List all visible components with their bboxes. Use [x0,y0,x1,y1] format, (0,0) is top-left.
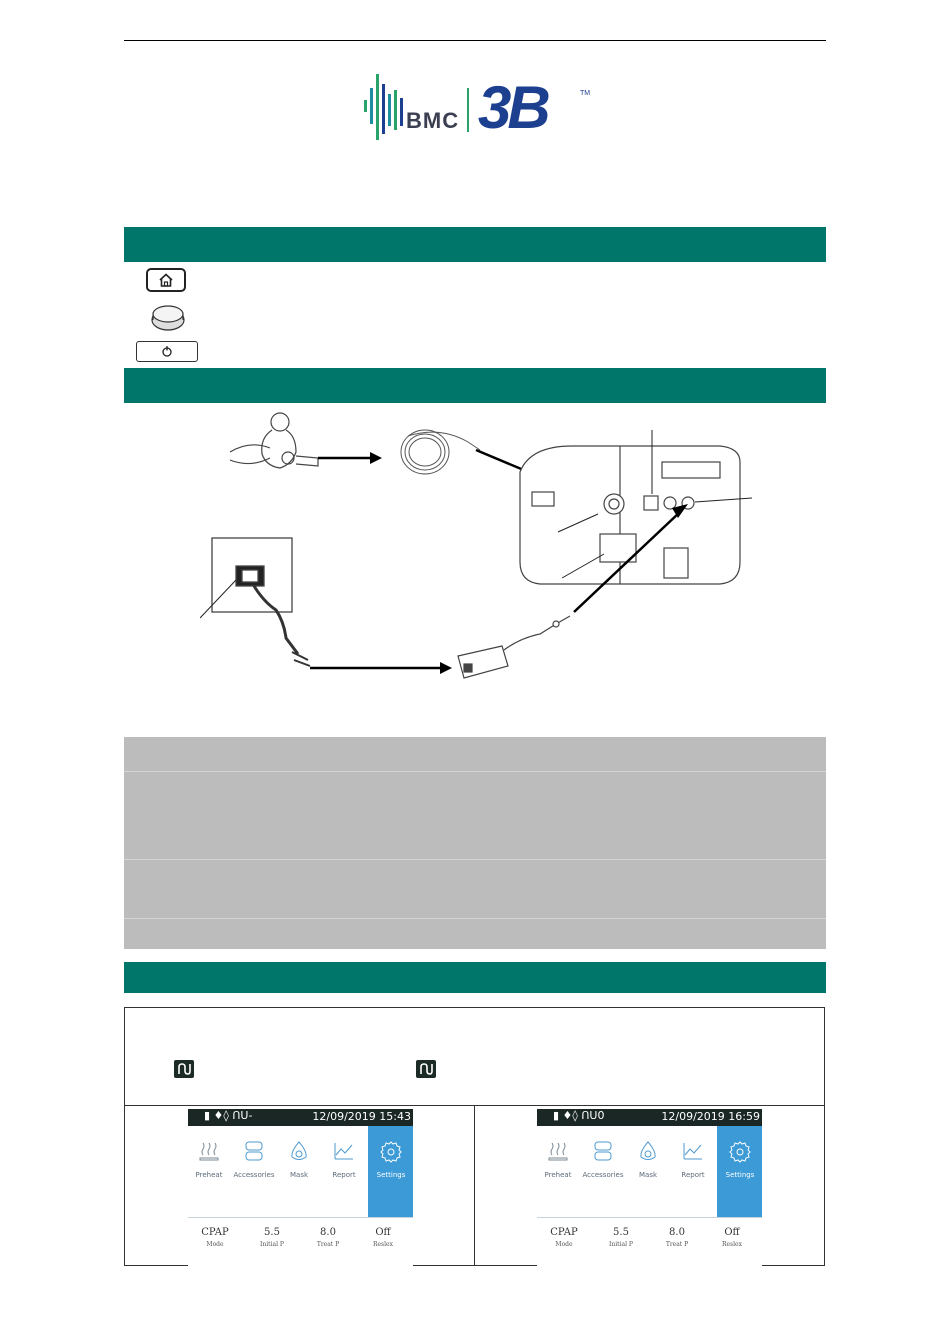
humidifier-mode-icon [174,1060,194,1078]
menu-item-preheat[interactable] [184,1139,234,1179]
menu-label: Mask [289,1171,309,1179]
section-header-bar [124,227,826,262]
menu-label: Report [681,1171,705,1179]
power-adapter-icon [458,616,570,678]
accessories-icon [242,1139,266,1163]
divider [188,1217,413,1218]
status-icons: ▮ ♦◊ ՈՍ0 [553,1109,605,1122]
section-header-bar [124,962,826,993]
humidifier-mode-icon [416,1060,436,1078]
section-header-bar [124,368,826,403]
header-rule [124,40,826,41]
power-key [136,341,198,362]
home-key [146,268,186,292]
param-mode: CPAP Mode [550,1227,578,1248]
divider [537,1217,762,1218]
power-icon [137,342,197,361]
menu-item-settings[interactable] [715,1139,765,1179]
status-bar [537,1109,762,1126]
status-icons: ▮ ♦◊ ՈՍ- [204,1109,253,1122]
home-icon [148,270,184,290]
status-date: 12/09/2019 16:59 [661,1110,760,1123]
mask-icon [636,1139,660,1163]
param-initial-p: 5.5 Initial P [609,1227,633,1248]
menu-item-accessories[interactable] [578,1139,628,1179]
status-bar [188,1109,413,1126]
param-reslex: Off Reslex [372,1227,393,1248]
divider [124,859,826,860]
param-mode: CPAP Mode [201,1227,229,1248]
gear-icon [379,1139,403,1163]
rotary-knob-icon [150,302,186,332]
menu-label: Accessories [233,1171,275,1179]
preheat-icon [546,1139,570,1163]
menu-item-accessories[interactable] [229,1139,279,1179]
menu-item-mask[interactable] [274,1139,324,1179]
param-initial-p: 5.5 Initial P [260,1227,284,1248]
logo-brand: 3B [478,74,547,141]
menu-item-report[interactable] [668,1139,718,1179]
divider [124,918,826,919]
report-icon [681,1139,705,1163]
device-screen-right [537,1109,762,1266]
table-divider [474,1105,475,1266]
wall-outlet-icon [212,538,292,612]
menu-label: Accessories [582,1171,624,1179]
divider [124,771,826,772]
menu-label: Report [332,1171,356,1179]
menu-label: Settings [725,1171,755,1179]
menu-item-settings[interactable] [366,1139,416,1179]
gear-icon [728,1139,752,1163]
logo-bars-icon [364,74,403,140]
menu-item-report[interactable] [319,1139,369,1179]
param-reslex: Off Reslex [721,1227,742,1248]
menu-label: Preheat [195,1171,223,1179]
connection-diagram [200,402,780,692]
device-screen-left [188,1109,413,1266]
menu-item-preheat[interactable] [533,1139,583,1179]
menu-label: Settings [376,1171,406,1179]
logo-tm: TM [580,90,591,97]
menu-label: Mask [638,1171,658,1179]
accessories-icon [591,1139,615,1163]
mask-icon [230,413,318,468]
cpap-device-icon [520,446,740,584]
param-treat-p: 8.0 Treat P [316,1227,340,1248]
report-icon [332,1139,356,1163]
preheat-icon [197,1139,221,1163]
tube-icon [401,430,480,474]
menu-item-mask[interactable] [623,1139,673,1179]
mask-icon [287,1139,311,1163]
logo-wordmark: BMC [406,108,460,133]
status-date: 12/09/2019 15:43 [312,1110,411,1123]
param-treat-p: 8.0 Treat P [665,1227,689,1248]
menu-label: Preheat [544,1171,572,1179]
